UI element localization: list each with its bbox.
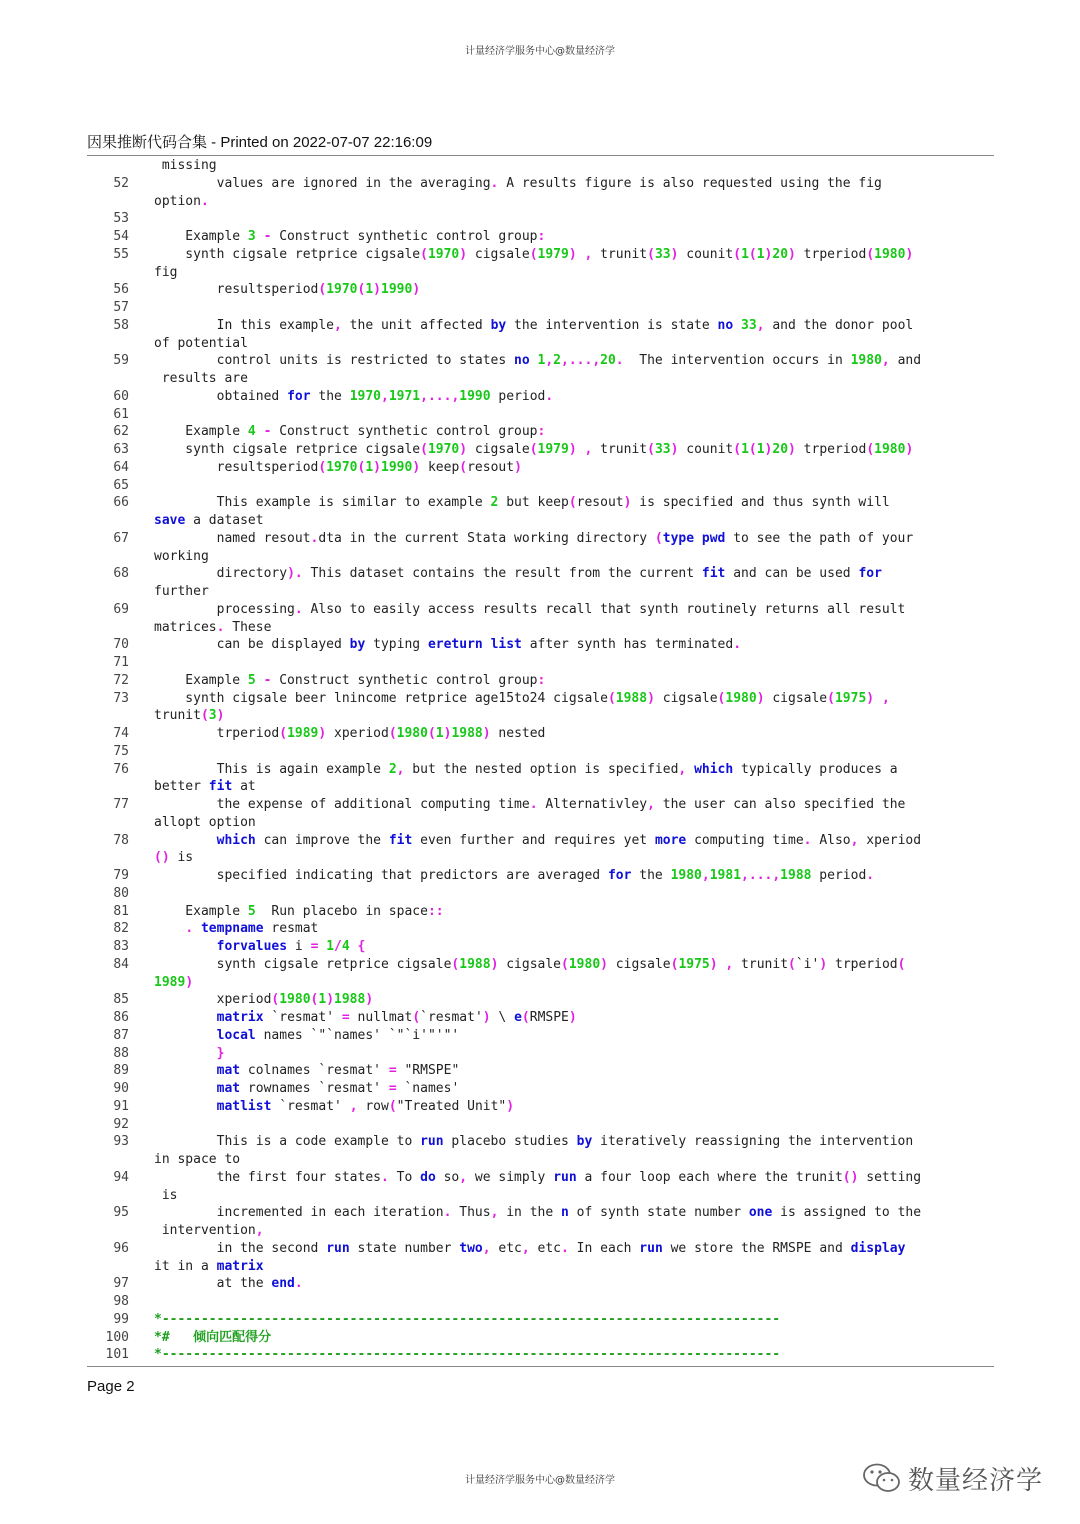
line-text: mat rownames `resmat' = `names' (216, 1081, 460, 1096)
code-line (87, 1293, 997, 1311)
line-text: } (216, 1045, 225, 1061)
line-text: specified indicating that predictors are averaged for the 1980,1981,...,1988 period. (154, 868, 875, 883)
line-number: 98 (113, 1294, 129, 1309)
line-text: This is a code example to run placebo studies by iteratively reassigning the intervention (154, 1134, 914, 1150)
line-number: 77 (113, 797, 129, 812)
line-text: Example 4 - Construct synthetic control group: (154, 424, 546, 440)
line-number: 60 (113, 388, 129, 404)
line-text: in the second run state number two, etc, etc. In each run we store the RMSPE and display (154, 1240, 906, 1256)
watermark-top: 计量经济学服务中心@数量经济学 (465, 46, 615, 57)
line-text: () is (154, 850, 194, 866)
code-line (87, 583, 997, 601)
line-text: matrix `resmat' = nullmat(`resmat') \ e(RMSPE) (216, 1010, 577, 1025)
line-number: 88 (113, 1045, 129, 1061)
line-number: 53 (113, 211, 129, 227)
code-line (87, 1346, 997, 1364)
line-text: better fit at (154, 779, 256, 795)
code-line (87, 193, 997, 211)
code-line (87, 1151, 997, 1169)
line-text: the first four states. To do so, we simply run a four loop each where the trunit() setting (154, 1169, 922, 1185)
line-text: further (154, 584, 209, 599)
code-line (87, 1311, 997, 1329)
line-number: 86 (113, 1010, 129, 1025)
line-number: 91 (113, 1098, 129, 1114)
line-number: 57 (113, 300, 129, 315)
line-number: 94 (113, 1169, 129, 1185)
line-number: 55 (113, 246, 129, 262)
code-line (87, 1045, 997, 1063)
line-number: 59 (113, 353, 129, 369)
header-divider (87, 155, 994, 156)
code-line (87, 1329, 997, 1347)
line-text: *------------------------------------------------------------------------------- (154, 1311, 781, 1327)
code-line (87, 1027, 997, 1045)
code-line (87, 157, 997, 175)
line-text: This example is similar to example 2 but keep(resout) is specified and thus synth will (154, 495, 890, 511)
line-number: 56 (113, 282, 129, 298)
line-text: results are (154, 371, 248, 386)
line-text: missing (154, 158, 217, 173)
code-line (87, 1062, 997, 1080)
code-line (87, 867, 997, 885)
code-line (87, 317, 997, 335)
code-line (87, 725, 997, 743)
line-text: fig (154, 264, 178, 280)
code-line (87, 494, 997, 512)
line-text: incremented in each iteration. Thus, in the n of synth state number one is assigned to the (154, 1205, 922, 1221)
line-text: synth cigsale beer lnincome retprice age15to24 cigsale(1988) cigsale(1980) cigsale(1975) , (154, 690, 890, 706)
line-text: resultsperiod(1970(1)1990) (154, 282, 421, 298)
code-line (87, 1080, 997, 1098)
code-line (87, 1240, 997, 1258)
code-line (87, 1098, 997, 1116)
line-text: trperiod(1989) xperiod(1980(1)1988) nested (154, 726, 546, 741)
line-number: 90 (113, 1081, 129, 1096)
code-line (87, 885, 997, 903)
line-number: 93 (113, 1134, 129, 1150)
code-line (87, 210, 997, 228)
code-line (87, 246, 997, 264)
code-line (87, 903, 997, 921)
code-line (87, 956, 997, 974)
code-line (87, 920, 997, 938)
code-line (87, 1009, 997, 1027)
code-line (87, 814, 997, 832)
code-line (87, 1204, 997, 1222)
line-text: resultsperiod(1970(1)1990) keep(resout) (154, 459, 522, 475)
line-number: 82 (113, 921, 129, 937)
code-line (87, 1116, 997, 1134)
line-text: it in a matrix (154, 1258, 264, 1274)
code-line (87, 477, 997, 495)
line-text: Example 5 Run placebo in space:: (154, 903, 444, 919)
line-number: 69 (113, 601, 129, 617)
code-line (87, 459, 997, 477)
code-line (87, 512, 997, 530)
line-number: 73 (113, 690, 129, 706)
line-text: forvalues i = 1/4 { (216, 939, 366, 954)
code-line (87, 654, 997, 672)
code-line (87, 370, 997, 388)
line-number: 70 (113, 637, 129, 653)
line-text: Example 3 - Construct synthetic control group: (154, 229, 546, 244)
line-number: 83 (113, 939, 129, 954)
line-number: 79 (113, 868, 129, 883)
line-text: is (154, 1187, 178, 1203)
code-line (87, 778, 997, 796)
code-line (87, 1258, 997, 1276)
wechat-logo (862, 1460, 1052, 1496)
line-number: 78 (113, 832, 129, 848)
line-text: xperiod(1980(1)1988) (154, 992, 374, 1008)
code-line (87, 938, 997, 956)
code-line (87, 690, 997, 708)
line-text: processing. Also to easily access results recall that synth routinely returns all result (154, 601, 906, 617)
code-line (87, 832, 997, 850)
code-line (87, 335, 997, 353)
line-text: mat colnames `resmat' = "RMSPE" (216, 1063, 460, 1079)
line-number: 67 (113, 530, 129, 546)
line-number: 100 (105, 1329, 129, 1345)
line-number: 97 (113, 1276, 129, 1292)
line-number: 58 (113, 317, 129, 333)
line-text: matlist `resmat' , row("Treated Unit") (216, 1098, 515, 1114)
line-text: . tempname resmat (185, 921, 319, 937)
line-number: 71 (113, 655, 129, 670)
line-text: control units is restricted to states no 1,2,...,20. The intervention occurs in 1980, and (154, 353, 922, 369)
code-line (87, 1275, 997, 1293)
logo-text: 数量经济学 (908, 1465, 1044, 1496)
code-line (87, 406, 997, 424)
line-number: 99 (113, 1311, 129, 1327)
line-number: 66 (113, 495, 129, 511)
line-number: 87 (113, 1027, 129, 1043)
code-line (87, 601, 997, 619)
code-line (87, 441, 997, 459)
watermark-bottom: 计量经济学服务中心@数量经济学 (465, 1475, 615, 1486)
line-number: 75 (113, 743, 129, 759)
line-text: allopt option (154, 814, 256, 830)
line-text: of potential (154, 335, 248, 351)
wechat-icon (862, 1461, 902, 1495)
code-listing (87, 157, 997, 1364)
line-number: 54 (113, 229, 129, 244)
code-line (87, 991, 997, 1009)
line-text: *# 倾向匹配得分 (154, 1329, 272, 1345)
code-line (87, 281, 997, 299)
line-text: at the end. (154, 1276, 303, 1292)
line-text: obtained for the 1970,1971,...,1990 period. (154, 388, 554, 404)
code-line (87, 761, 997, 779)
line-text: *------------------------------------------------------------------------------- (154, 1347, 781, 1363)
line-text: directory). This dataset contains the result from the current fit and can be used for (154, 566, 882, 582)
line-text: synth cigsale retprice cigsale(1970) cigsale(1979) , trunit(33) counit(1(1)20) trperiod(1980) (154, 246, 914, 262)
line-number: 81 (113, 903, 129, 919)
line-text: synth cigsale retprice cigsale(1970) cigsale(1979) , trunit(33) counit(1(1)20) trperiod(1980) (154, 442, 914, 457)
code-line (87, 1222, 997, 1240)
line-number: 61 (113, 406, 129, 422)
line-text: save a dataset (154, 513, 264, 528)
line-text: local names `"`names' `"`i'"'"' (216, 1027, 460, 1043)
code-line (87, 974, 997, 992)
code-line (87, 548, 997, 566)
code-line (87, 849, 997, 867)
line-text: which can improve the fit even further and requires yet more computing time. Also, xperiod (216, 832, 922, 848)
line-number: 76 (113, 761, 129, 777)
line-text: trunit(3) (154, 708, 225, 724)
code-line (87, 796, 997, 814)
code-line (87, 388, 997, 406)
code-line (87, 175, 997, 193)
code-line (87, 707, 997, 725)
line-text: intervention, (154, 1223, 264, 1238)
line-text: values are ignored in the averaging. A results figure is also requested using the fig (154, 175, 882, 191)
line-text: working (154, 548, 209, 564)
code-line (87, 264, 997, 282)
code-line (87, 565, 997, 583)
line-number: 80 (113, 885, 129, 901)
line-number: 52 (113, 175, 129, 191)
line-number: 62 (113, 424, 129, 440)
code-line (87, 743, 997, 761)
code-line (87, 619, 997, 637)
line-number: 72 (113, 672, 129, 688)
line-text: named resout.dta in the current Stata working directory (type pwd to see the path of your (154, 530, 914, 546)
line-number: 74 (113, 726, 129, 741)
code-line (87, 1133, 997, 1151)
line-number: 68 (113, 566, 129, 582)
line-text: matrices. These (154, 619, 272, 635)
line-number: 92 (113, 1116, 129, 1132)
line-text: option. (154, 193, 209, 209)
code-line (87, 1187, 997, 1205)
line-text: in space to (154, 1152, 241, 1167)
line-text: In this example, the unit affected by the intervention is state no 33, and the donor pool (154, 317, 914, 333)
line-number: 63 (113, 442, 129, 457)
line-number: 65 (113, 477, 129, 493)
line-text: can be displayed by typing ereturn list after synth has terminated. (154, 637, 742, 653)
code-line (87, 672, 997, 690)
line-number: 95 (113, 1205, 129, 1221)
line-number: 101 (105, 1347, 129, 1363)
line-text: the expense of additional computing time. Alternativley, the user can also specified the (154, 797, 906, 812)
code-line (87, 1169, 997, 1187)
print-header: 因果推断代码合集 - Printed on 2022-07-07 22:16:09 (87, 134, 433, 151)
line-text: 1989) (154, 974, 194, 990)
code-line (87, 299, 997, 317)
code-line (87, 636, 997, 654)
code-line (87, 530, 997, 548)
line-number: 84 (113, 956, 129, 972)
line-number: 85 (113, 992, 129, 1008)
code-line (87, 352, 997, 370)
page-number: Page 2 (87, 1378, 135, 1395)
line-number: 89 (113, 1063, 129, 1079)
line-text: This is again example 2, but the nested option is specified, which typically produces a (154, 761, 898, 777)
line-number: 64 (113, 459, 129, 475)
line-text: Example 5 - Construct synthetic control group: (154, 672, 546, 688)
line-number: 96 (113, 1240, 129, 1256)
code-line (87, 423, 997, 441)
line-text: synth cigsale retprice cigsale(1988) cigsale(1980) cigsale(1975) , trunit(`i') trperiod( (154, 956, 906, 972)
footer-divider (87, 1366, 994, 1367)
code-line (87, 228, 997, 246)
